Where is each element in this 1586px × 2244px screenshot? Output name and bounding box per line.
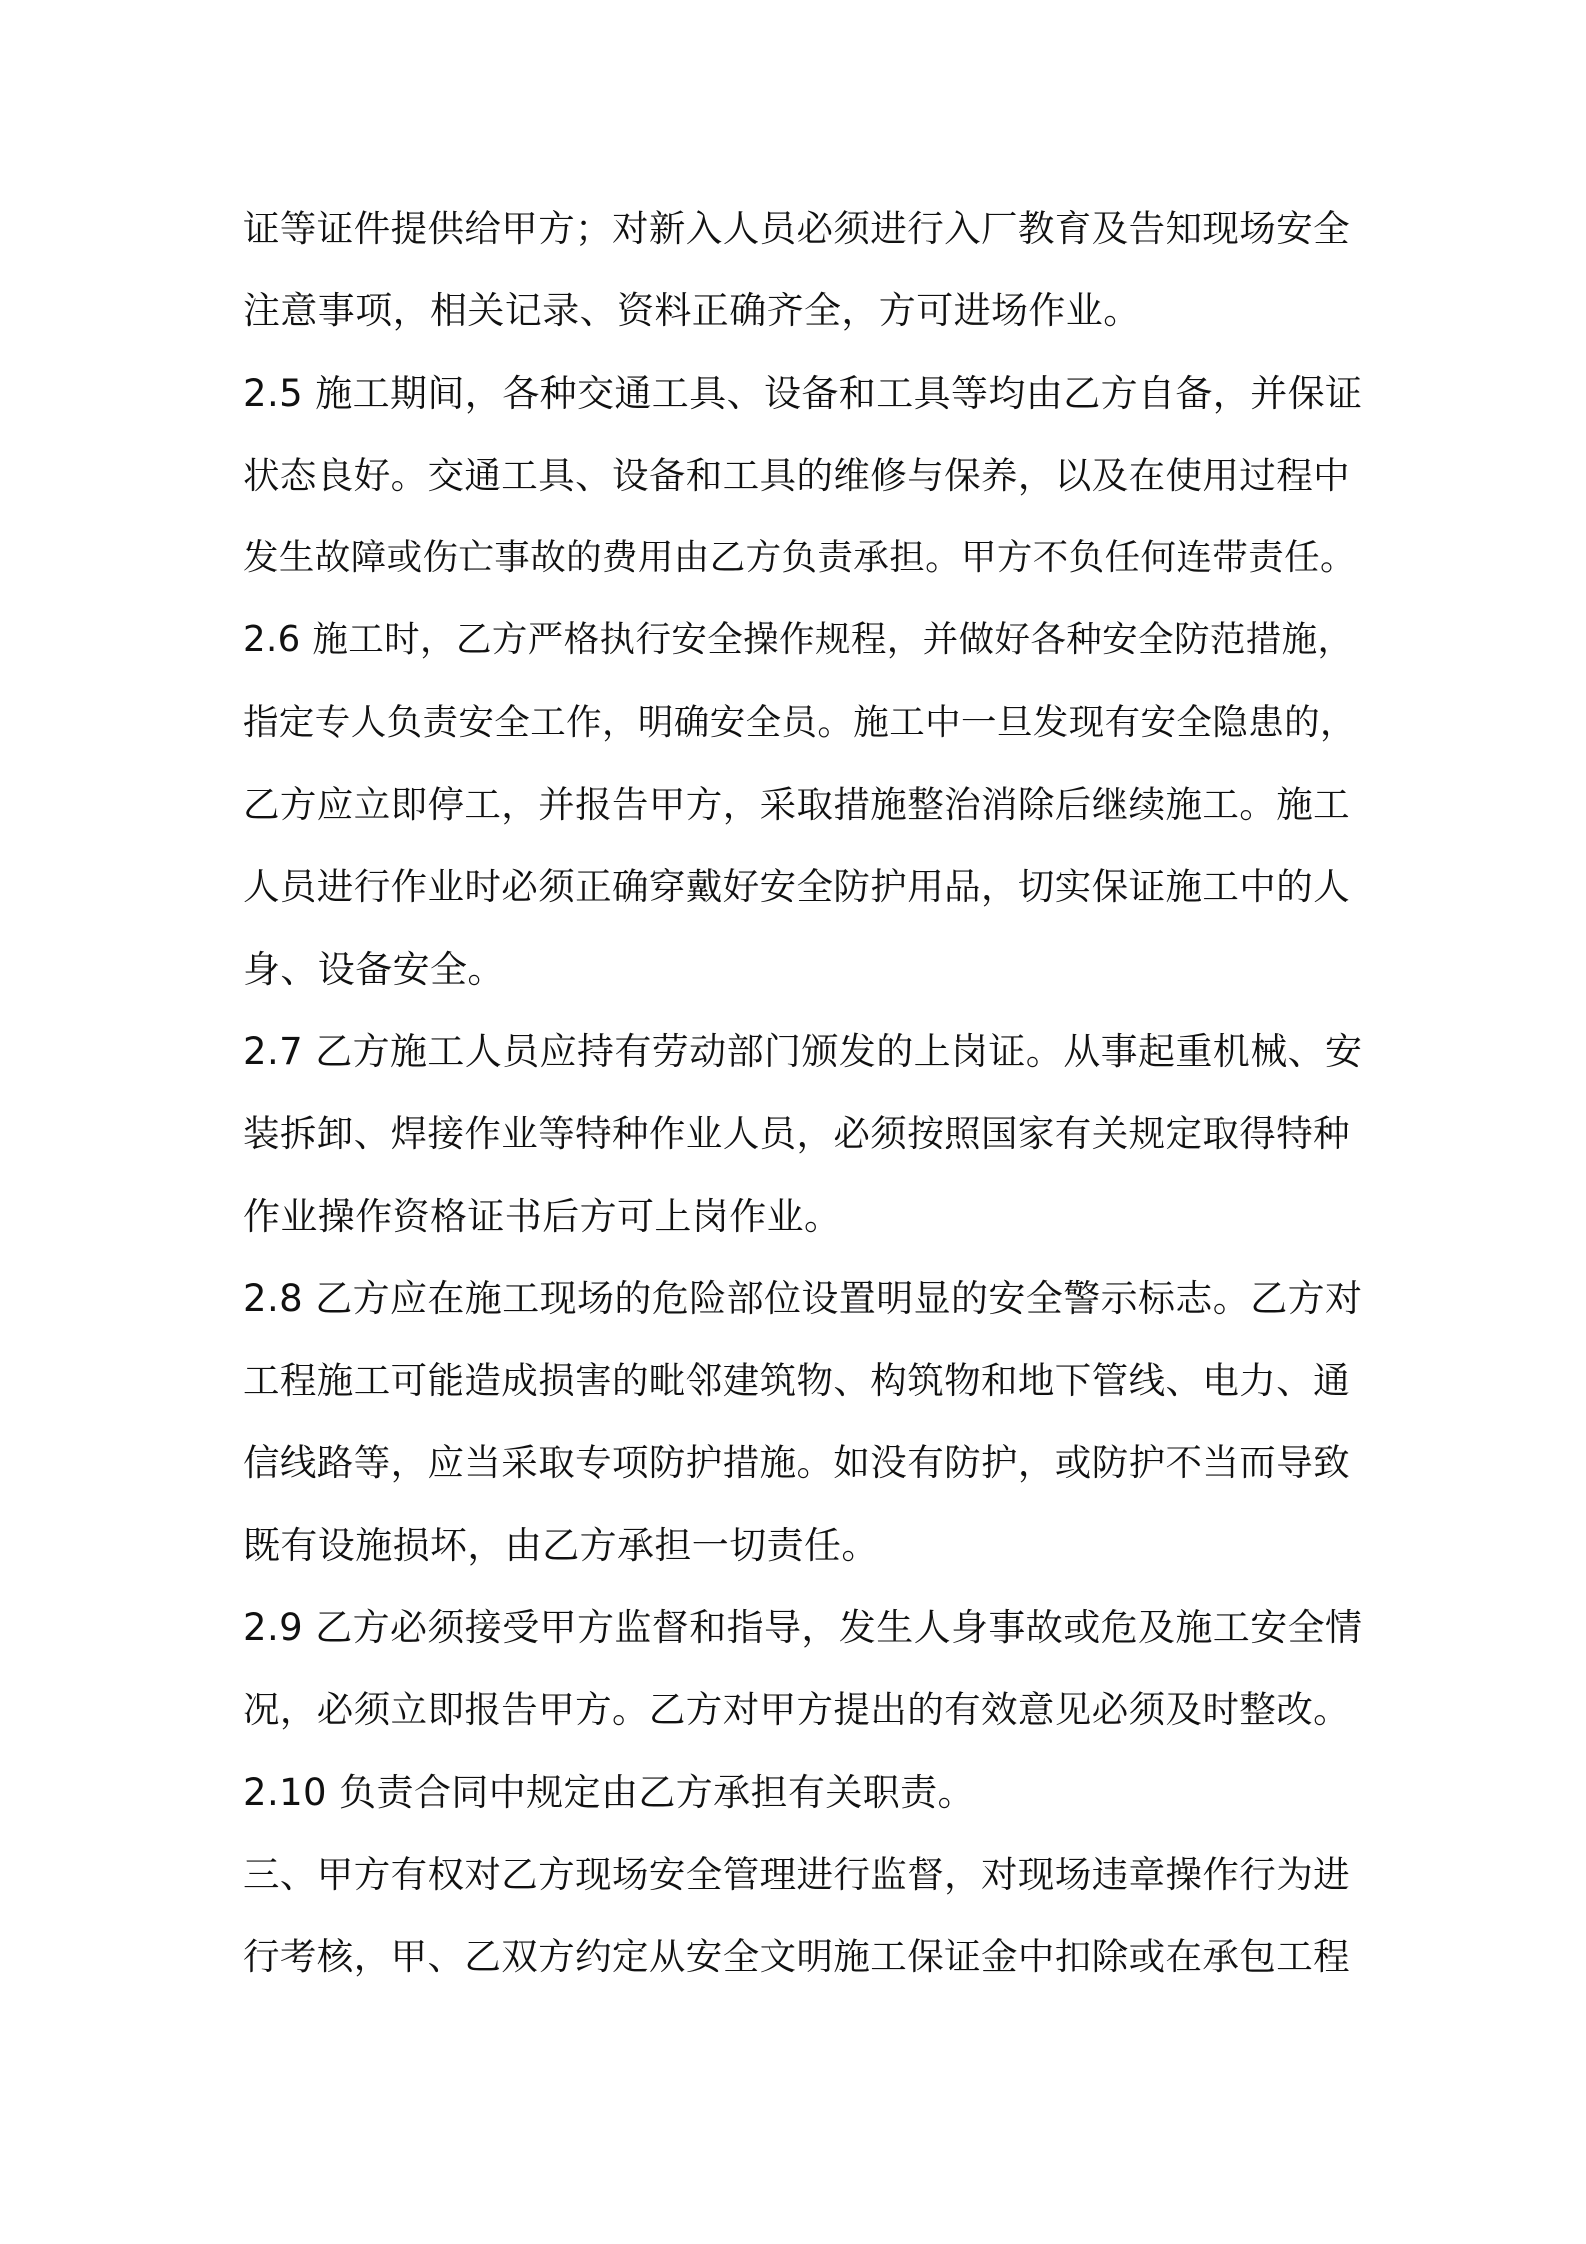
text-line: 指定专人负责安全工作，明确安全员。施工中一旦发现有安全隐患的， — [243, 701, 1356, 743]
text-line: 工程施工可能造成损害的毗邻建筑物、构筑物和地下管线、电力、通 — [243, 1359, 1350, 1403]
text-line: 乙方应立即停工，并报告甲方，采取措施整治消除后继续施工。施工 — [243, 783, 1350, 827]
clause-2-8: 2.8 乙方应在施工现场的危险部位设置明显的安全警示标志。乙方对 — [243, 1276, 1363, 1320]
clause-2-7: 2.7 乙方施工人员应持有劳动部门颁发的上岗证。从事起重机械、安 — [243, 1029, 1363, 1073]
clause-2-9: 2.9 乙方必须接受甲方监督和指导，发生人身事故或危及施工安全情 — [243, 1606, 1363, 1650]
clause-2-10: 2.10 负责合同中规定由乙方承担有关职责。 — [243, 1770, 975, 1814]
text-line: 况，必须立即报告甲方。乙方对甲方提出的有效意见必须及时整改。 — [243, 1688, 1350, 1732]
text-line: 状态良好。交通工具、设备和工具的维修与保养，以及在使用过程中 — [243, 453, 1350, 497]
text-line: 行考核，甲、乙双方约定从安全文明施工保证金中扣除或在承包工程 — [243, 1935, 1350, 1979]
clause-2-6: 2.6 施工时，乙方严格执行安全操作规程，并做好各种安全防范措施， — [243, 619, 1354, 661]
contract-text-body — [243, 188, 1363, 1999]
text-line: 作业操作资格证书后方可上岗作业。 — [243, 1194, 842, 1238]
clause-2-5: 2.5 施工期间，各种交通工具、设备和工具等均由乙方自备，并保证 — [243, 371, 1363, 415]
text-line: 信线路等，应当采取专项防护措施。如没有防护，或防护不当而导致 — [243, 1441, 1350, 1485]
text-line: 注意事项，相关记录、资料正确齐全，方可进场作业。 — [243, 289, 1141, 333]
section-three: 三、甲方有权对乙方现场安全管理进行监督，对现场违章操作行为进 — [243, 1852, 1350, 1896]
text-line: 身、设备安全。 — [243, 947, 505, 991]
text-line: 装拆卸、焊接作业等特种作业人员，必须按照国家有关规定取得特种 — [243, 1112, 1350, 1156]
text-line: 发生故障或伤亡事故的费用由乙方负责承担。甲方不负任何连带责任。 — [243, 537, 1356, 579]
text-line: 既有设施损坏，由乙方承担一切责任。 — [243, 1523, 879, 1567]
text-line: 人员进行作业时必须正确穿戴好安全防护用品，切实保证施工中的人 — [243, 865, 1350, 909]
text-line: 证等证件提供给甲方；对新入人员必须进行入厂教育及告知现场安全 — [243, 207, 1350, 250]
